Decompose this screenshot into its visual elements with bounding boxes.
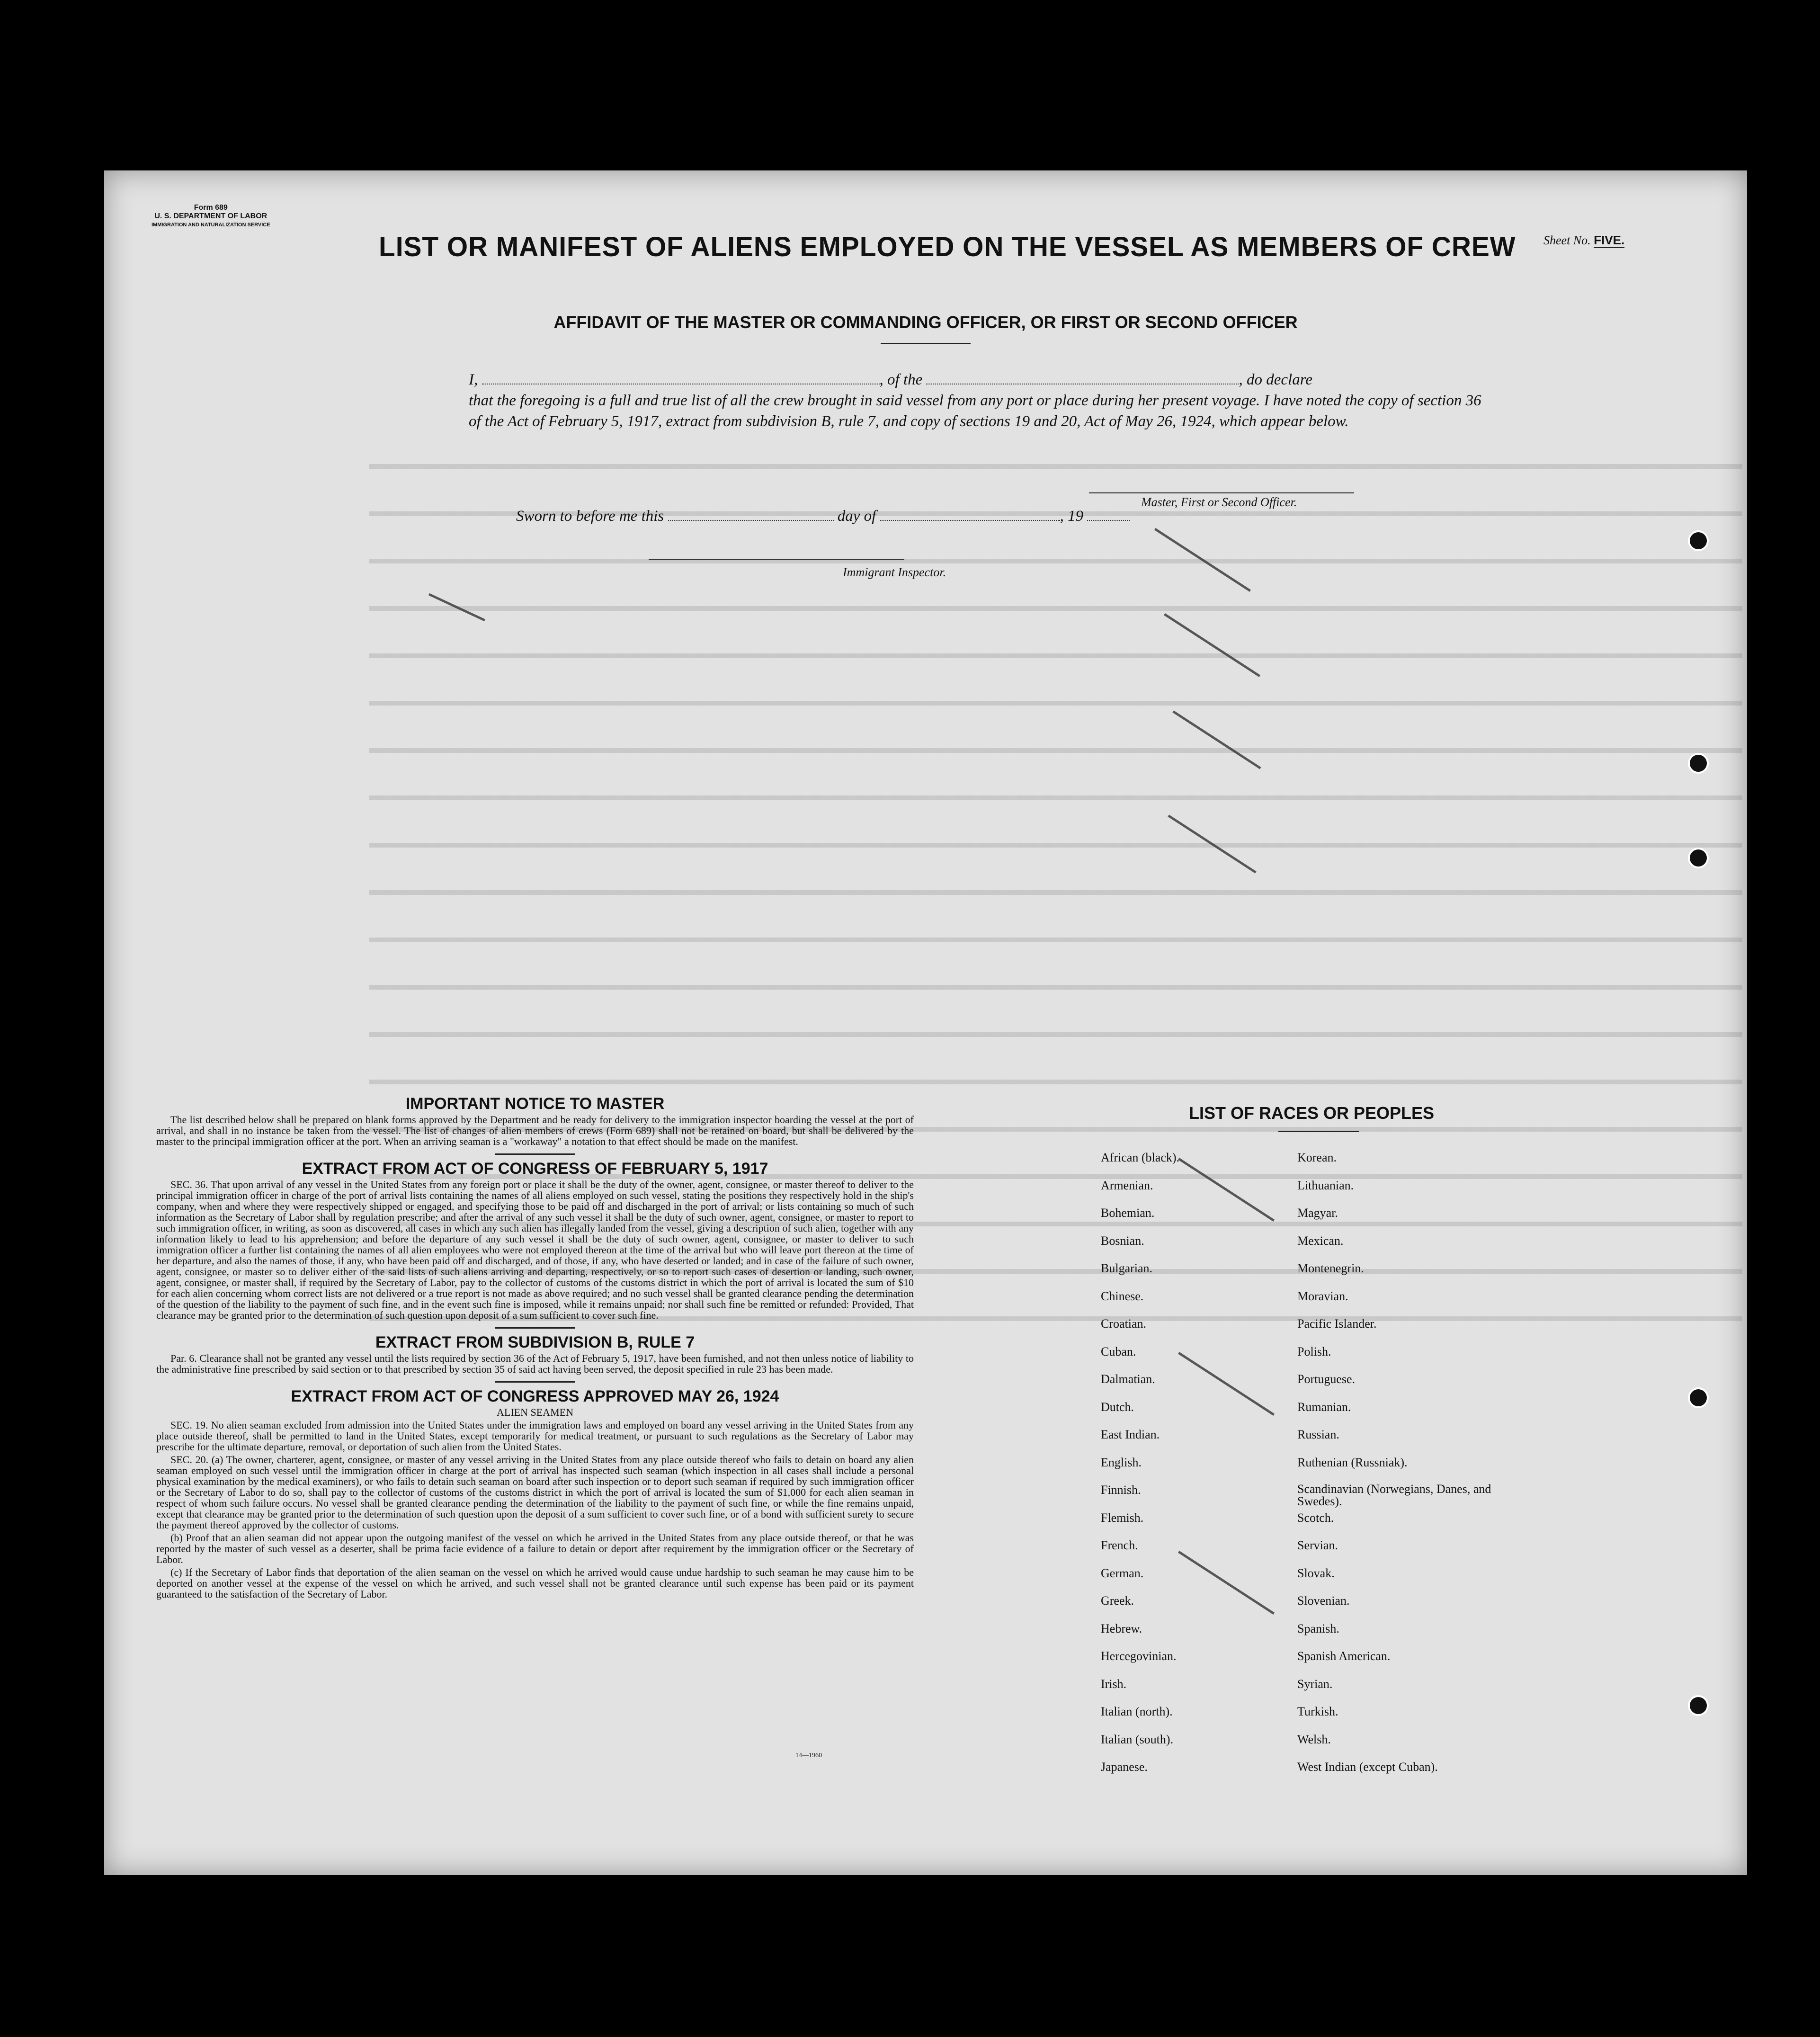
extract-rule7-title: EXTRACT FROM SUBDIVISION B, RULE 7 xyxy=(375,1333,695,1351)
divider xyxy=(881,343,971,344)
race-item: Scotch. xyxy=(1297,1510,1334,1525)
document-page xyxy=(104,170,1747,1875)
race-item: Spanish. xyxy=(1297,1621,1339,1635)
divider xyxy=(495,1327,575,1329)
race-item: Dutch. xyxy=(1101,1400,1134,1414)
day-of-label: day of xyxy=(837,508,876,525)
race-item: Italian (north). xyxy=(1101,1705,1173,1718)
punch-hole xyxy=(1688,753,1709,774)
race-item: Flemish. xyxy=(1101,1510,1144,1525)
form-header xyxy=(152,204,270,229)
race-item: Spanish American. xyxy=(1297,1649,1391,1663)
race-item: Slovenian. xyxy=(1297,1594,1350,1608)
race-item: Hebrew. xyxy=(1101,1621,1142,1635)
race-item: African (black). xyxy=(1101,1151,1180,1164)
sheet-label: Sheet No. xyxy=(1543,233,1591,247)
form-number-label: Form 689 xyxy=(194,204,228,212)
department-label: U. S. DEPARTMENT OF LABOR xyxy=(154,212,268,220)
extract-1924-title: EXTRACT FROM ACT OF CONGRESS APPROVED MAY 26, 1924 xyxy=(291,1387,779,1405)
extract-1917-text: SEC. 36. That upon arrival of any vessel in the United States from any foreign port or place it shall be the duty of the owner, agent, consignee, or master thereof to deliver to the principal immigration officer in charge of the port of arrival lists containing the names of all aliens employed on such vessel, stating the positions they respectively hold in the ship's company, when and where they were respectively shipped or engaged, and specifying those to be paid off and discharged in the port of arrival; or lists containing so much of such information as the Secretary of Labor shall by regulation prescribe; and after the arrival of any such vessel it shall be the duty of such owner, agent, consignee, or master to report to such immigration officer, in writing, as soon as discovered, all cases in which any such alien has illegally landed from the vessel, giving a description of such alien, together with any information likely to lead to his apprehension; and before the departure of any such vessel it shall be the duty of such owner, agent, consignee, or master to deliver to such immigration officer a further list containing the names of all alien employees who were not employed thereon at the time of the arrival but who will leave port thereon at the time of her departure, and also the names of those, if any, who have been paid off and discharged, and of those, if any, who have deserted or landed; and in case of the failure of such owner, agent, consignee, or master so to deliver either of the said lists of such aliens arriving and departing, respectively, or so to report such cases of desertion or landing, such owner, agent, consignee, or master shall, if required by the Secretary of Labor, pay to the collector of customs of the customs district in which the port of arrival is located the sum of $10 for each alien concerning whom correct lists are not delivered or a true report is not made as above required; and no such vessel shall be granted clearance pending the determination of the question of the liability to the payment of such fine, and in the event such fine is imposed, while it remains unpaid; nor shall such fine be remitted or refunded: Provided, That clearance may be granted prior to the determination of such question upon deposit of a sum sufficient to cover such fine. xyxy=(156,1179,914,1321)
extract-1917-title: EXTRACT FROM ACT OF CONGRESS OF FEBRUARY 5, 1917 xyxy=(302,1160,768,1178)
notice-title: IMPORTANT NOTICE TO MASTER xyxy=(405,1095,665,1113)
divider xyxy=(495,1381,575,1383)
race-item: Ruthenian (Russniak). xyxy=(1297,1455,1408,1469)
race-item: West Indian (except Cuban). xyxy=(1297,1760,1438,1774)
race-item: Russian. xyxy=(1297,1428,1339,1441)
race-item: Pacific Islander. xyxy=(1297,1317,1377,1331)
race-item: Croatian. xyxy=(1101,1317,1147,1331)
divider xyxy=(495,1153,575,1155)
affidavit-declare: , do declare xyxy=(1239,371,1312,388)
race-item: Scandinavian (Norwegians, Danes, and Swedes). xyxy=(1297,1482,1491,1508)
notice-text: The list described below shall be prepared on blank forms approved by the Department and be ready for delivery to the immigration inspector boarding the vessel at the port of arrival, and shall in no instance be taken from the vessel. The list of changes of alien members of crews (Form 689) shall not be retained on board, but shall be delivered by the master to the principal immigration officer at the port. When an arriving seaman is a "workaway" a notation to that effect should be made on the manifest. xyxy=(156,1114,914,1147)
race-item: Servian. xyxy=(1297,1538,1338,1552)
race-item: Lithuanian. xyxy=(1297,1178,1354,1192)
races-left-column xyxy=(1101,1151,1179,1788)
sheet-number xyxy=(1543,233,1624,248)
sworn-line xyxy=(516,507,1130,525)
punch-hole xyxy=(1688,848,1709,868)
punch-hole xyxy=(1688,530,1709,551)
race-item: Bohemian. xyxy=(1101,1206,1155,1220)
punch-hole xyxy=(1688,1387,1709,1408)
races-list xyxy=(1075,1103,1548,1774)
races-right-column xyxy=(1297,1151,1496,1788)
race-item: Magyar. xyxy=(1297,1206,1338,1220)
race-item: Greek. xyxy=(1101,1594,1134,1608)
race-item: Moravian. xyxy=(1297,1289,1348,1303)
sworn-month-blank[interactable] xyxy=(880,507,1060,521)
race-item: Cuban. xyxy=(1101,1344,1136,1358)
master-signature-label: Master, First or Second Officer. xyxy=(1141,495,1297,509)
handwritten-mark xyxy=(1178,1551,1275,1615)
extract-rule7-text: Par. 6. Clearance shall not be granted any vessel until the lists required by section 36 of the Act of February 5, 1917, have been furnished, and not then unless notice of liability to the administrative fine prescribed by said section or to that prescribed by section 35 of said act having been served, the deposit specified in rule 23 has been made. xyxy=(156,1352,914,1375)
race-item: Turkish. xyxy=(1297,1705,1338,1718)
race-item: Portuguese. xyxy=(1297,1372,1356,1386)
race-item: East Indian. xyxy=(1101,1428,1160,1441)
race-item: Korean. xyxy=(1297,1151,1337,1164)
vessel-name-blank[interactable] xyxy=(926,370,1239,384)
inspector-signature-label: Immigrant Inspector. xyxy=(843,565,946,579)
race-item: Chinese. xyxy=(1101,1289,1144,1303)
master-name-blank[interactable] xyxy=(482,370,880,384)
affidavit-text: that the foregoing is a full and true list of all the crew brought in said vessel from any port or place during her present voyage. I have noted the copy of section 36 of the Act of February 5, 1917, extract from subdivision B, rule 7, and copy of sections 19 and 20, Act of May 26, 1924, which appear below. xyxy=(469,392,1481,430)
affidavit-title: AFFIDAVIT OF THE MASTER OR COMMANDING OFFICER, OR FIRST OR SECOND OFFICER xyxy=(553,313,1298,332)
form-print-number: 14—1960 xyxy=(795,1752,822,1759)
race-item: Montenegrin. xyxy=(1297,1261,1364,1275)
race-item: German. xyxy=(1101,1566,1144,1580)
page-title: LIST OR MANIFEST OF ALIENS EMPLOYED ON THE VESSEL AS MEMBERS OF CREW xyxy=(379,232,1516,262)
race-item: Bosnian. xyxy=(1101,1233,1144,1248)
race-item: French. xyxy=(1101,1538,1138,1552)
race-item: Hercegovinian. xyxy=(1101,1649,1177,1663)
section-20b-text: (b) Proof that an alien seaman did not appear upon the outgoing manifest of the vessel on which he arrived in the United States from any place outside thereof, or that he was reported by the master of such vessel as a deserter, shall be prima facie evidence of a failure to detain or deport after requirement by the immigration officer or the Secretary of Labor. xyxy=(156,1532,914,1565)
race-item: Armenian. xyxy=(1101,1178,1153,1192)
race-item: Irish. xyxy=(1101,1677,1127,1691)
service-label: IMMIGRATION AND NATURALIZATION SERVICE xyxy=(152,222,270,228)
punch-hole xyxy=(1688,1695,1709,1716)
sworn-day-blank[interactable] xyxy=(668,507,834,521)
alien-seamen-subtitle: ALIEN SEAMEN xyxy=(497,1406,573,1418)
affidavit-body xyxy=(469,369,1487,432)
race-item: English. xyxy=(1101,1455,1142,1469)
races-title: LIST OF RACES OR PEOPLES xyxy=(1188,1103,1435,1123)
section-20a-text: SEC. 20. (a) The owner, charterer, agent, consignee, or master of any vessel arriving in the United States from any place outside thereof who fails to detain on board any alien seaman employed on such vessel until the immigration officer in charge at the port of arrival has inspected such seaman (which inspection in all cases shall include a personal physical examination by the medical examiners), or who fails to detain such seaman on board after such inspection or to deport such seaman if required by such immigration officer or the Secretary of Labor to do so, shall pay to the collector of customs of the customs district in which the port of arrival is located the sum of $1,000 for each alien seaman in respect of whom such failure occurs. No vessel shall be granted clearance pending the determination of the liability to the payment of such fine, or while the fine remains unpaid, except that clearance may be granted prior to the determination of such question upon the deposit of a sum sufficient to cover such fine, or of a bond with sufficient surety to secure the payment thereof approved by the collector of customs. xyxy=(156,1454,914,1531)
race-item: Polish. xyxy=(1297,1344,1331,1358)
section-20c-text: (c) If the Secretary of Labor finds that deportation of the alien seaman on the vessel on which he arrived would cause undue hardship to such seaman he may cause him to be deported on another vessel at the expense of the vessel on which he arrived, and such vessel shall not be granted clearance until such expense has been paid or its payment guaranteed to the satisfaction of the Secretary of Labor. xyxy=(156,1566,914,1600)
master-signature-line[interactable] xyxy=(1089,492,1354,493)
sworn-year-blank[interactable] xyxy=(1087,507,1130,521)
race-item: Dalmatian. xyxy=(1101,1372,1155,1386)
section-19-text: SEC. 19. No alien seaman excluded from admission into the United States under the immigration laws and employed on board any vessel arriving in the United States from any place outside thereof, shall be permitted to land in the United States, except temporarily for medical treatment, or pursuant to such regulations as the Secretary of Labor may prescribe for the ultimate departure, removal, or deportation of such alien from the United States. xyxy=(156,1419,914,1453)
race-item: Slovak. xyxy=(1297,1566,1335,1580)
race-item: Mexican. xyxy=(1297,1233,1344,1248)
affidavit-of-the: , of the xyxy=(879,371,923,388)
race-item: Rumanian. xyxy=(1297,1400,1351,1414)
race-item: Syrian. xyxy=(1297,1677,1333,1691)
race-item: Finnish. xyxy=(1101,1483,1141,1497)
race-item: Italian (south). xyxy=(1101,1732,1174,1746)
inspector-signature-line[interactable] xyxy=(649,559,904,560)
affidavit-i: I, xyxy=(469,371,478,388)
sworn-label: Sworn to before me this xyxy=(516,508,664,525)
divider xyxy=(1278,1131,1359,1132)
year-label: , 19 xyxy=(1060,508,1084,525)
race-item: Welsh. xyxy=(1297,1732,1331,1746)
sheet-value: FIVE. xyxy=(1594,233,1625,247)
notice-section xyxy=(156,1095,914,1601)
race-item: Japanese. xyxy=(1101,1760,1148,1774)
race-item: Bulgarian. xyxy=(1101,1261,1153,1275)
